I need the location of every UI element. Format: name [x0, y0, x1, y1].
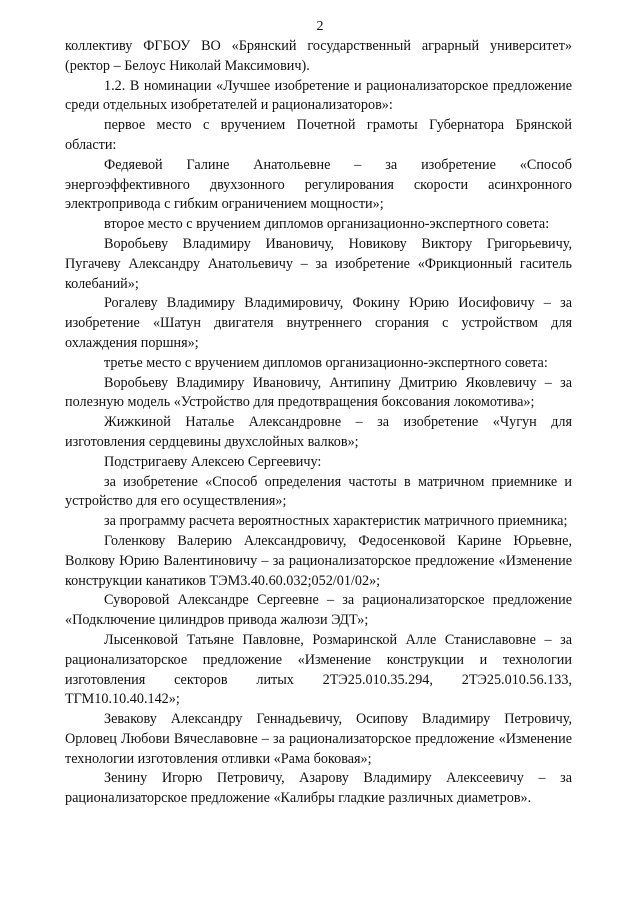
paragraph: коллективу ФГБОУ ВО «Брянский государственный аграрный университет» (ректор – Белоус Николай Максимович).	[65, 38, 572, 74]
paragraph: Воробьеву Владимиру Ивановичу, Антипину Дмитрию Яковлевичу – за полезную модель «Устройство для предотвращения боксования локомотива»;	[65, 374, 572, 411]
paragraph: Лысенковой Татьяне Павловне, Розмаринской Алле Станиславовне – за рационализаторское предложение «Изменение конструкции и технологии изготовления секторов литых 2ТЭ25.010.35.294, 2ТЭ25.010.56.133, ТГМ10.10.40.142»;	[65, 631, 572, 708]
paragraph: Зенину Игорю Петровичу, Азарову Владимиру Алексеевичу – за рационализаторское предложение «Калибры гладкие различных диаметров».	[65, 770, 572, 807]
paragraph: Зевакову Александру Геннадьевичу, Осипову Владимиру Петровичу, Орловец Любови Вячеславовне – за рационализаторское предложение «Изменение технологии изготовления отливки «Рама боковая»;	[65, 711, 572, 767]
paragraph: первое место с вручением Почетной грамоты Губернатора Брянской области:	[65, 117, 572, 153]
paragraph: второе место с вручением дипломов организационно-экспертного совета:	[104, 216, 550, 233]
paragraph: Жижкиной Наталье Александровне – за изобретение «Чугун для изготовления сердцевины двухслойных валков»;	[65, 414, 572, 450]
paragraph: Воробьеву Владимиру Ивановичу, Новикову Виктору Григорьевичу, Пугачеву Александру Анатольевичу – за изобретение «Фрикционный гаситель колебаний»;	[65, 235, 572, 292]
paragraph: Федяевой Галине Анатольевне – за изобретение «Способ энергоэффективного двухзонного регулирования скорости асинхронного электропривода с гибким ограничением мощности»;	[65, 156, 572, 213]
page-number: 2	[316, 19, 324, 34]
paragraph: Голенкову Валерию Александровичу, Федосенковой Карине Юрьевне, Волкову Юрию Валентиновичу – за рационализаторское предложение «Изменение конструкции канатиков ТЭМ3.40.60.032;052/01/02»;	[65, 532, 572, 589]
paragraph: Суворовой Александре Сергеевне – за рационализаторское предложение «Подключение цилиндров привода жалюзи ЭДТ»;	[65, 592, 572, 629]
paragraph: 1.2. В номинации «Лучшее изобретение и рационализаторское предложение среди отдельных изобретателей и рационализаторов»:	[65, 77, 572, 114]
paragraph: Подстригаеву Алексею Сергеевичу:	[104, 453, 322, 470]
paragraph: третье место с вручением дипломов организационно-экспертного совета:	[104, 354, 548, 371]
paragraph: за изобретение «Способ определения частоты в матричном приемнике и устройство для его осуществления»;	[65, 473, 572, 510]
document-body	[65, 37, 572, 809]
paragraph: за программу расчета вероятностных характеристик матричного приемника;	[104, 513, 568, 530]
paragraph: Рогалеву Владимиру Владимировичу, Фокину Юрию Иосифовичу – за изобретение «Шатун двигателя внутреннего сгорания с устройством для охлаждения поршня»;	[65, 295, 572, 351]
